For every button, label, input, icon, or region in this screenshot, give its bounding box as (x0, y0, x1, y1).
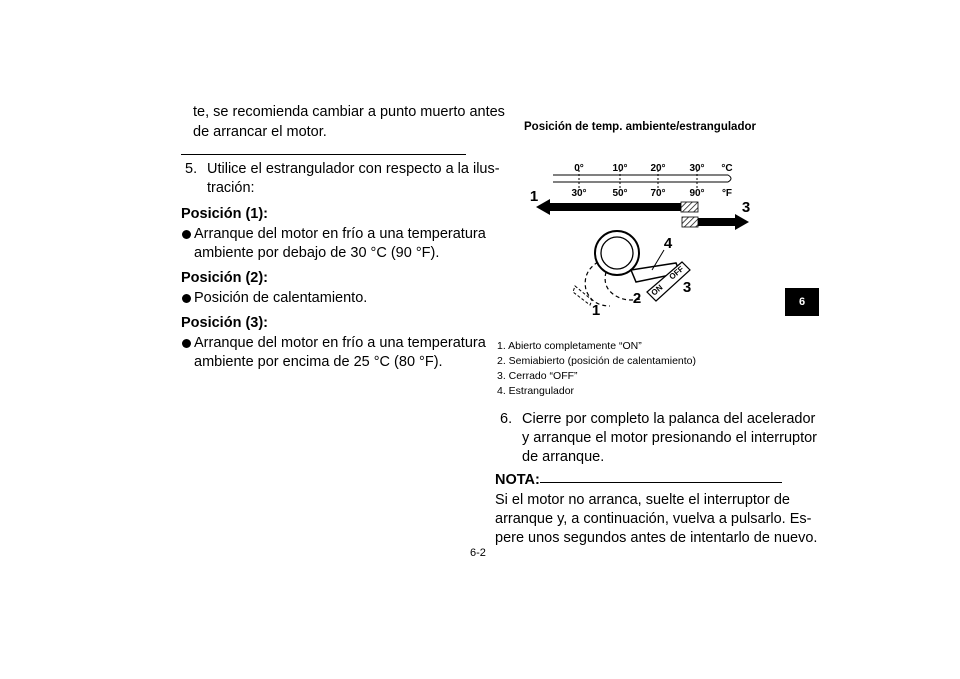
hatched-transition-zone (682, 217, 698, 227)
note-rule (540, 482, 782, 483)
fahrenheit-tick-label: 90° (689, 188, 705, 199)
scale-bar (553, 175, 731, 182)
lever-on-label: ON (649, 282, 665, 298)
legend-item: 4. Estrangulador (497, 385, 575, 397)
celsius-tick-label: 0° (574, 163, 584, 174)
callout-4: 4 (663, 235, 673, 252)
celsius-tick-label: 10° (612, 163, 628, 174)
celsius-unit: °C (721, 163, 733, 174)
position-heading: Posición (3): (181, 315, 269, 331)
step-text-line: Utilice el estrangulador con respecto a la ilus- (207, 161, 500, 177)
callout-3: 3 (682, 279, 692, 296)
fahrenheit-tick-label: 70° (650, 188, 666, 199)
callout-1: 1 (591, 302, 601, 319)
continued-text-line: de arrancar el motor. (193, 124, 327, 140)
position-text-line: Arranque del motor en frío a una temperatura (194, 335, 486, 351)
note-text-line: pere unos segundos antes de intentarlo de nuevo. (495, 530, 818, 546)
position-text-line: ambiente por encima de 25 °C (80 °F). (194, 354, 443, 370)
temperature-scale (553, 163, 733, 199)
arrow-right-label: 3 (741, 199, 751, 216)
step-number: 5. (185, 161, 198, 177)
lever-off-label: OFF (667, 264, 686, 282)
note-heading: NOTA: (495, 472, 540, 488)
legend-item: 2. Semiabierto (posición de calentamiento) (497, 355, 697, 367)
step-number: 6. (500, 411, 513, 427)
step-text-line: de arranque. (522, 449, 605, 465)
page-number: 6-2 (470, 547, 486, 559)
position-text-line: ambiente por debajo de 30 °C (90 °F). (194, 245, 440, 261)
position-heading: Posición (1): (181, 206, 269, 222)
hatched-transition-zone (681, 202, 698, 212)
celsius-tick-label: 30° (689, 163, 705, 174)
fahrenheit-tick-label: 30° (571, 188, 587, 199)
position-text-line: Arranque del motor en frío a una temperatura (194, 226, 486, 242)
continued-text-line: te, se recomienda cambiar a punto muerto antes (193, 104, 505, 120)
celsius-tick-label: 20° (650, 163, 666, 174)
arrow-left-icon (536, 199, 681, 215)
fahrenheit-unit: °F (721, 188, 733, 199)
arrow-right-icon (698, 214, 749, 230)
note-text-line: arranque y, a continuación, vuelva a pulsarlo. Es- (495, 511, 812, 527)
position-text-line: Posición de calentamiento. (194, 290, 368, 306)
fahrenheit-tick-label: 50° (612, 188, 628, 199)
step-text-line: tración: (207, 180, 255, 196)
arrow-left-label: 1 (529, 188, 539, 205)
step-text-line: Cierre por completo la palanca del acelerador (522, 411, 816, 427)
legend-item: 1. Abierto completamente “ON” (497, 340, 642, 352)
choke-lever-illustration (573, 231, 691, 319)
step-text-line: y arranque el motor presionando el interruptor (522, 430, 817, 446)
note-text-line: Si el motor no arranca, suelte el interruptor de (495, 492, 790, 508)
chapter-tab: 6 (785, 288, 819, 316)
position-heading: Posición (2): (181, 270, 269, 286)
figure-title: Posición de temp. ambiente/estrangulador (524, 121, 756, 133)
legend-item: 3. Cerrado “OFF” (497, 370, 578, 382)
choke-knob-inner (601, 237, 633, 269)
callout-2: 2 (632, 290, 642, 307)
